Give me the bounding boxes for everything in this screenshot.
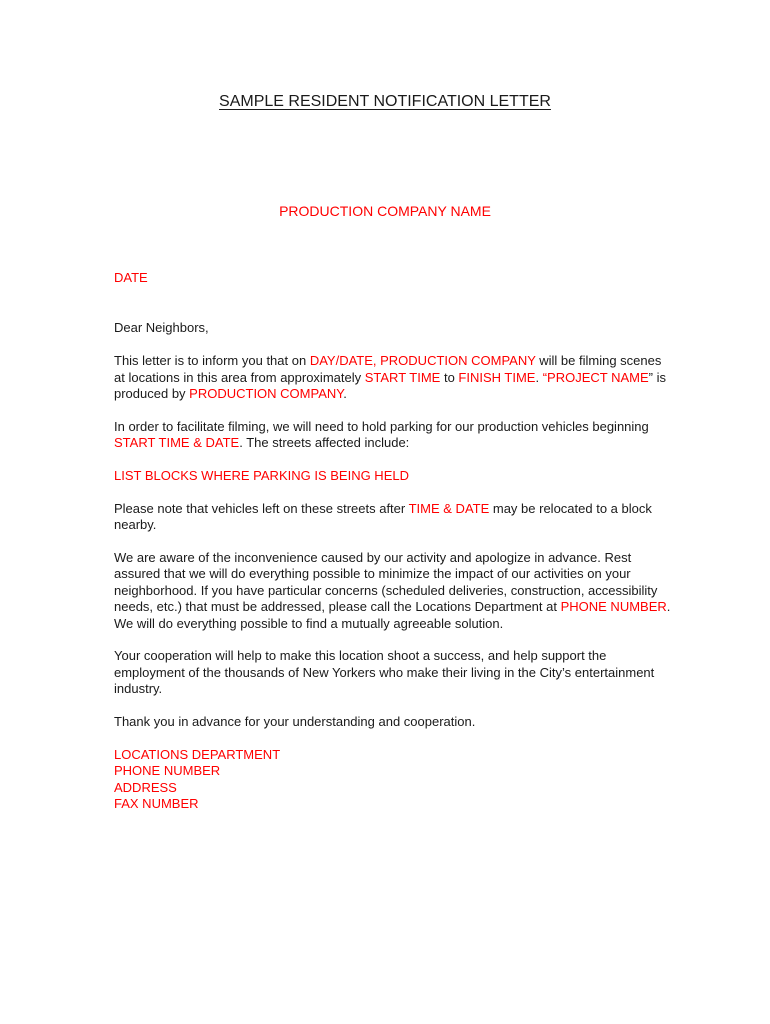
paragraph-text: . The streets affected include: bbox=[239, 435, 410, 451]
paragraph-text: to bbox=[440, 369, 459, 385]
paragraph-parking bbox=[114, 419, 674, 452]
paragraph-text: . bbox=[343, 386, 347, 402]
placeholder-finish-time: FINISH TIME bbox=[458, 369, 536, 385]
paragraph-text: This letter is to inform you that on bbox=[114, 353, 310, 369]
paragraph-inconvenience bbox=[114, 550, 674, 632]
paragraph-cooperation: Your cooperation will help to make this location shoot a success, and help support the employment of the thousands of New Yorkers who make their living in the City’s entertainment industry. bbox=[114, 648, 655, 697]
paragraph-text: . We will do everything possible to find a mutually agreeable solution. bbox=[114, 599, 671, 631]
placeholder-start-time-date: START TIME & DATE bbox=[114, 435, 240, 451]
paragraph-text: ” is produced by bbox=[114, 369, 666, 402]
paragraph-text: . bbox=[535, 369, 543, 385]
signature-address: ADDRESS bbox=[114, 779, 177, 795]
signature-block bbox=[114, 747, 674, 813]
letter-body bbox=[114, 270, 674, 812]
placeholder-phone-number: PHONE NUMBER bbox=[560, 599, 667, 615]
paragraph-text: Please note that vehicles left on these streets after bbox=[114, 500, 409, 516]
paragraph-text: In order to facilitate filming, we will need to hold parking for our production vehicles beginning bbox=[114, 418, 649, 434]
letter-date: DATE bbox=[114, 270, 148, 285]
placeholder-project-name: “PROJECT NAME bbox=[542, 369, 649, 385]
paragraph-text: We are aware of the inconvenience caused by our activity and apologize in advance. Rest assured that we will do everything possible to minimize the impact of our activities on your neighborhood. If you have particular concerns (scheduled deliveries, construction, accessibility needs, etc.) that must be addressed, please call the Locations Department at bbox=[114, 550, 658, 615]
salutation: Dear Neighbors, bbox=[114, 320, 209, 336]
production-company-name: PRODUCTION COMPANY NAME bbox=[279, 203, 491, 219]
paragraph-relocation bbox=[114, 501, 674, 534]
paragraph-filming-notice bbox=[114, 353, 674, 402]
paragraph-text: will be filming scenes at locations in this area from approximately bbox=[114, 353, 662, 385]
paragraph-thanks: Thank you in advance for your understanding and cooperation. bbox=[114, 714, 476, 730]
placeholder-start-time: START TIME bbox=[364, 369, 441, 385]
signature-phone: PHONE NUMBER bbox=[114, 763, 221, 779]
placeholder-time-date: TIME & DATE bbox=[408, 500, 490, 516]
signature-department: LOCATIONS DEPARTMENT bbox=[114, 746, 281, 762]
placeholder-day-date-company: DAY/DATE, PRODUCTION COMPANY bbox=[309, 353, 536, 369]
placeholder-list-blocks: LIST BLOCKS WHERE PARKING IS BEING HELD bbox=[114, 468, 409, 484]
paragraph-text: may be relocated to a block nearby. bbox=[114, 500, 652, 533]
signature-fax: FAX NUMBER bbox=[114, 796, 199, 812]
placeholder-production-company: PRODUCTION COMPANY bbox=[189, 386, 344, 402]
letter-title: SAMPLE RESIDENT NOTIFICATION LETTER bbox=[219, 93, 551, 110]
